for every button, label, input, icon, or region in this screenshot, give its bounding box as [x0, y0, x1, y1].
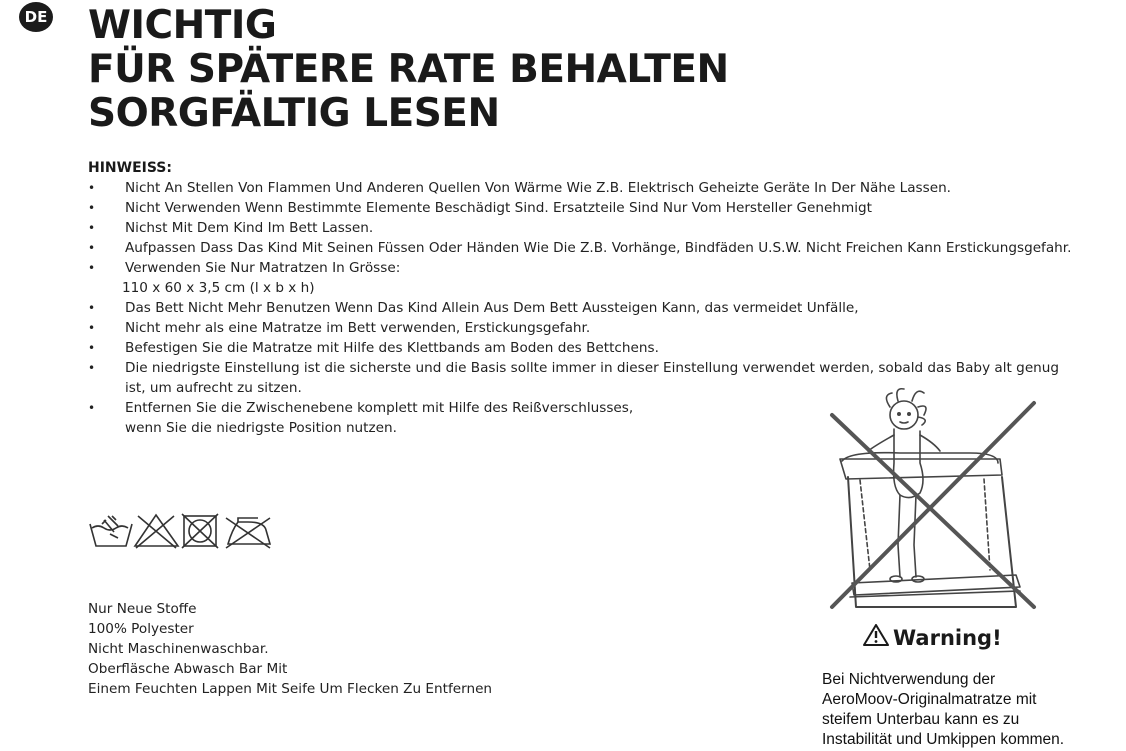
language-badge: DE: [19, 2, 53, 32]
note-item: • Nichst Mit Dem Kind Im Bett Lassen.: [88, 218, 1071, 238]
fabric-line: Nicht Maschinenwaschbar.: [88, 641, 269, 657]
note-item: • Nicht An Stellen Von Flammen Und Anderen Quellen Von Wärme Wie Z.B. Elektrisch Geheizte Geräte In Der Nähe Lassen.: [88, 178, 1071, 198]
fabric-line: Einem Feuchten Lappen Mit Seife Um Flecken Zu Entfernen: [88, 681, 493, 697]
headline-line-1: WICHTIG: [88, 3, 277, 48]
warning-line: steifem Unterbau kann es zu: [822, 711, 1020, 728]
no-ironing-icon: [226, 518, 270, 548]
notes-title: HINWEISS:: [88, 160, 172, 176]
headline-line-3: SORGFÄLTIG LESEN: [88, 91, 500, 136]
warning-line: Instabilität und Umkippen kommen.: [822, 731, 1065, 748]
warning-line: Bei Nichtverwendung der: [822, 671, 996, 688]
warning-title: [863, 624, 1002, 651]
hand-wash-icon: [90, 516, 132, 546]
headline-line-2: FÜR SPÄTERE RATE BEHALTEN: [88, 47, 729, 92]
mattress-size: 110 x 60 x 3,5 cm (l x b x h): [122, 280, 315, 296]
fabric-info: [88, 599, 492, 699]
warning-text: [822, 670, 1064, 750]
fabric-line: 100% Polyester: [88, 621, 194, 637]
fabric-line: Nur Neue Stoffe: [88, 601, 197, 617]
note-item: • Das Bett Nicht Mehr Benutzen Wenn Das Kind Allein Aus Dem Bett Aussteigen Kann, das vermeidet Unfälle,: [88, 298, 1071, 318]
note-item: • Verwenden Sie Nur Matratzen In Grösse: 110 x 60 x 3,5 cm (l x b x h): [88, 258, 1071, 298]
warning-title-text: Warning!: [893, 625, 1002, 650]
note-item: • Entfernen Sie die Zwischenebene komplett mit Hilfe des Reißverschlusses, wenn Sie die niedrigste Position nutzen.: [88, 398, 1071, 438]
warning-triangle-icon: [863, 624, 889, 651]
fabric-line: Oberfläsche Abwasch Bar Mit: [88, 661, 288, 677]
no-bleach-icon: [135, 515, 178, 548]
note-item: • Aufpassen Dass Das Kind Mit Seinen Füssen Oder Händen Wie Die Z.B. Vorhänge, Bindfäden U.S.W. Nicht Freichen Kann Erstickungsgefahr.: [88, 238, 1071, 258]
no-tumble-dry-icon: [182, 514, 218, 548]
note-item: • Die niedrigste Einstellung ist die sicherste und die Basis sollte immer in dieser Einstellung verwendet werden, sobald das Baby alt genug ist, um aufrecht zu sitzen.: [88, 358, 1071, 398]
note-item: • Nicht Verwenden Wenn Bestimmte Elemente Beschädigt Sind. Ersatzteile Sind Nur Vom Hersteller Genehmigt: [88, 198, 1071, 218]
care-symbols: [88, 512, 273, 550]
crossed-out-child-standing-in-bed-illustration: [820, 385, 1050, 620]
warning-line: AeroMoov-Originalmatratze mit: [822, 691, 1037, 708]
note-item: • Nicht mehr als eine Matratze im Bett verwenden, Erstickungsgefahr.: [88, 318, 1071, 338]
headline: [88, 4, 729, 136]
note-item: • Befestigen Sie die Matratze mit Hilfe des Klettbands am Boden des Bettchens.: [88, 338, 1071, 358]
